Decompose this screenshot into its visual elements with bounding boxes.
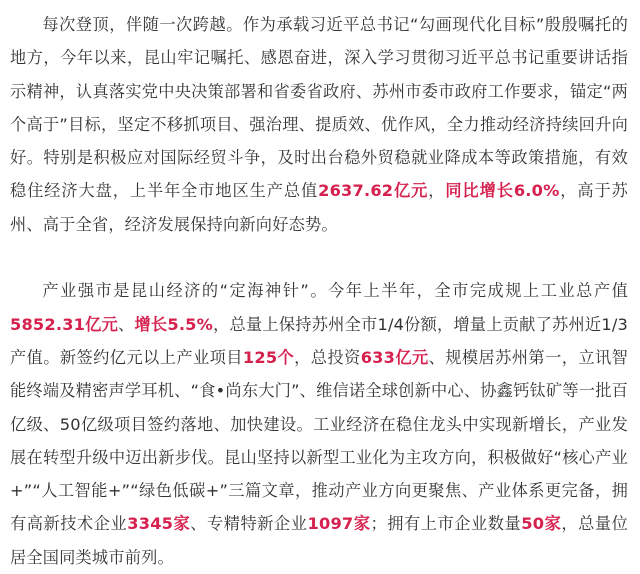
body-text: ，总投资 [294,347,361,367]
body-text: 每次登顶，伴随一次跨越。作为承载习近平总书记“勾画现代化目标”殷殷嘱托的地方，今年以来，昆山牢记嘱托、感恩奋进，深入学习贯彻习近平总书记重要讲话指示精神，认真落实党中央决策部署和省委省政府、苏州市委市政府工作要求，锚定“两个高于”目标，坚定不移抓项目、强治理、提质效、优作风，全力推动经济持续回升向好。特别是积极应对国际经贸斗争，及时出台稳外贸稳就业降成本等政策措施，有效稳住经济大盘，上半年全市地区生产总值 [10,15,628,201]
highlighted-figure: 5852.31亿元 [10,314,119,334]
body-text: ；拥有上市企业数量 [370,514,522,534]
highlighted-figure: 3345家 [127,514,191,534]
highlighted-figure: 同比增长6.0% [445,181,560,201]
highlighted-figure: 50家 [521,514,562,534]
article-paragraph [10,8,628,241]
highlighted-figure: 2637.62亿元 [318,181,429,201]
highlighted-figure: 125个 [242,347,295,367]
body-text: ，总量上保持苏州全市1/4份额，增量上贡献了苏州近1/3产值。新签约亿元以上产业项目 [10,314,629,367]
article-body [0,8,640,574]
body-text: ， [428,181,446,201]
article-paragraph [10,274,628,574]
highlighted-figure: 633亿元 [360,347,429,367]
highlighted-figure: 增长5.5% [134,314,214,334]
body-text: 、规模居苏州第一，立讯智能终端及精密声学耳机、“食•尚东大门”、维信诺全球创新中心、协鑫钙钛矿等一批百亿级、50亿级项目签约落地、加快建设。工业经济在稳住龙头中实现新增长，产业发展在转型升级中迈出新步伐。昆山坚持以新型工业化为主攻方向，积极做好“核心产业+”“人工智能+”“绿色低碳+”三篇文章，推动产业方向更聚焦、产业体系更完备，拥有高新技术企业 [10,347,628,534]
highlighted-figure: 1097家 [307,514,371,534]
body-text: 产业强市是昆山经济的“定海神针”。今年上半年，全市完成规上工业总产值 [42,281,628,301]
body-text: 、专精特新企业 [190,514,308,534]
body-text: ，高于苏州、高于全省，经济发展保持向新向好态势。 [10,181,629,234]
body-text: ，总量位居全国同类城市前列。 [10,514,628,567]
body-text: 、 [118,314,135,334]
